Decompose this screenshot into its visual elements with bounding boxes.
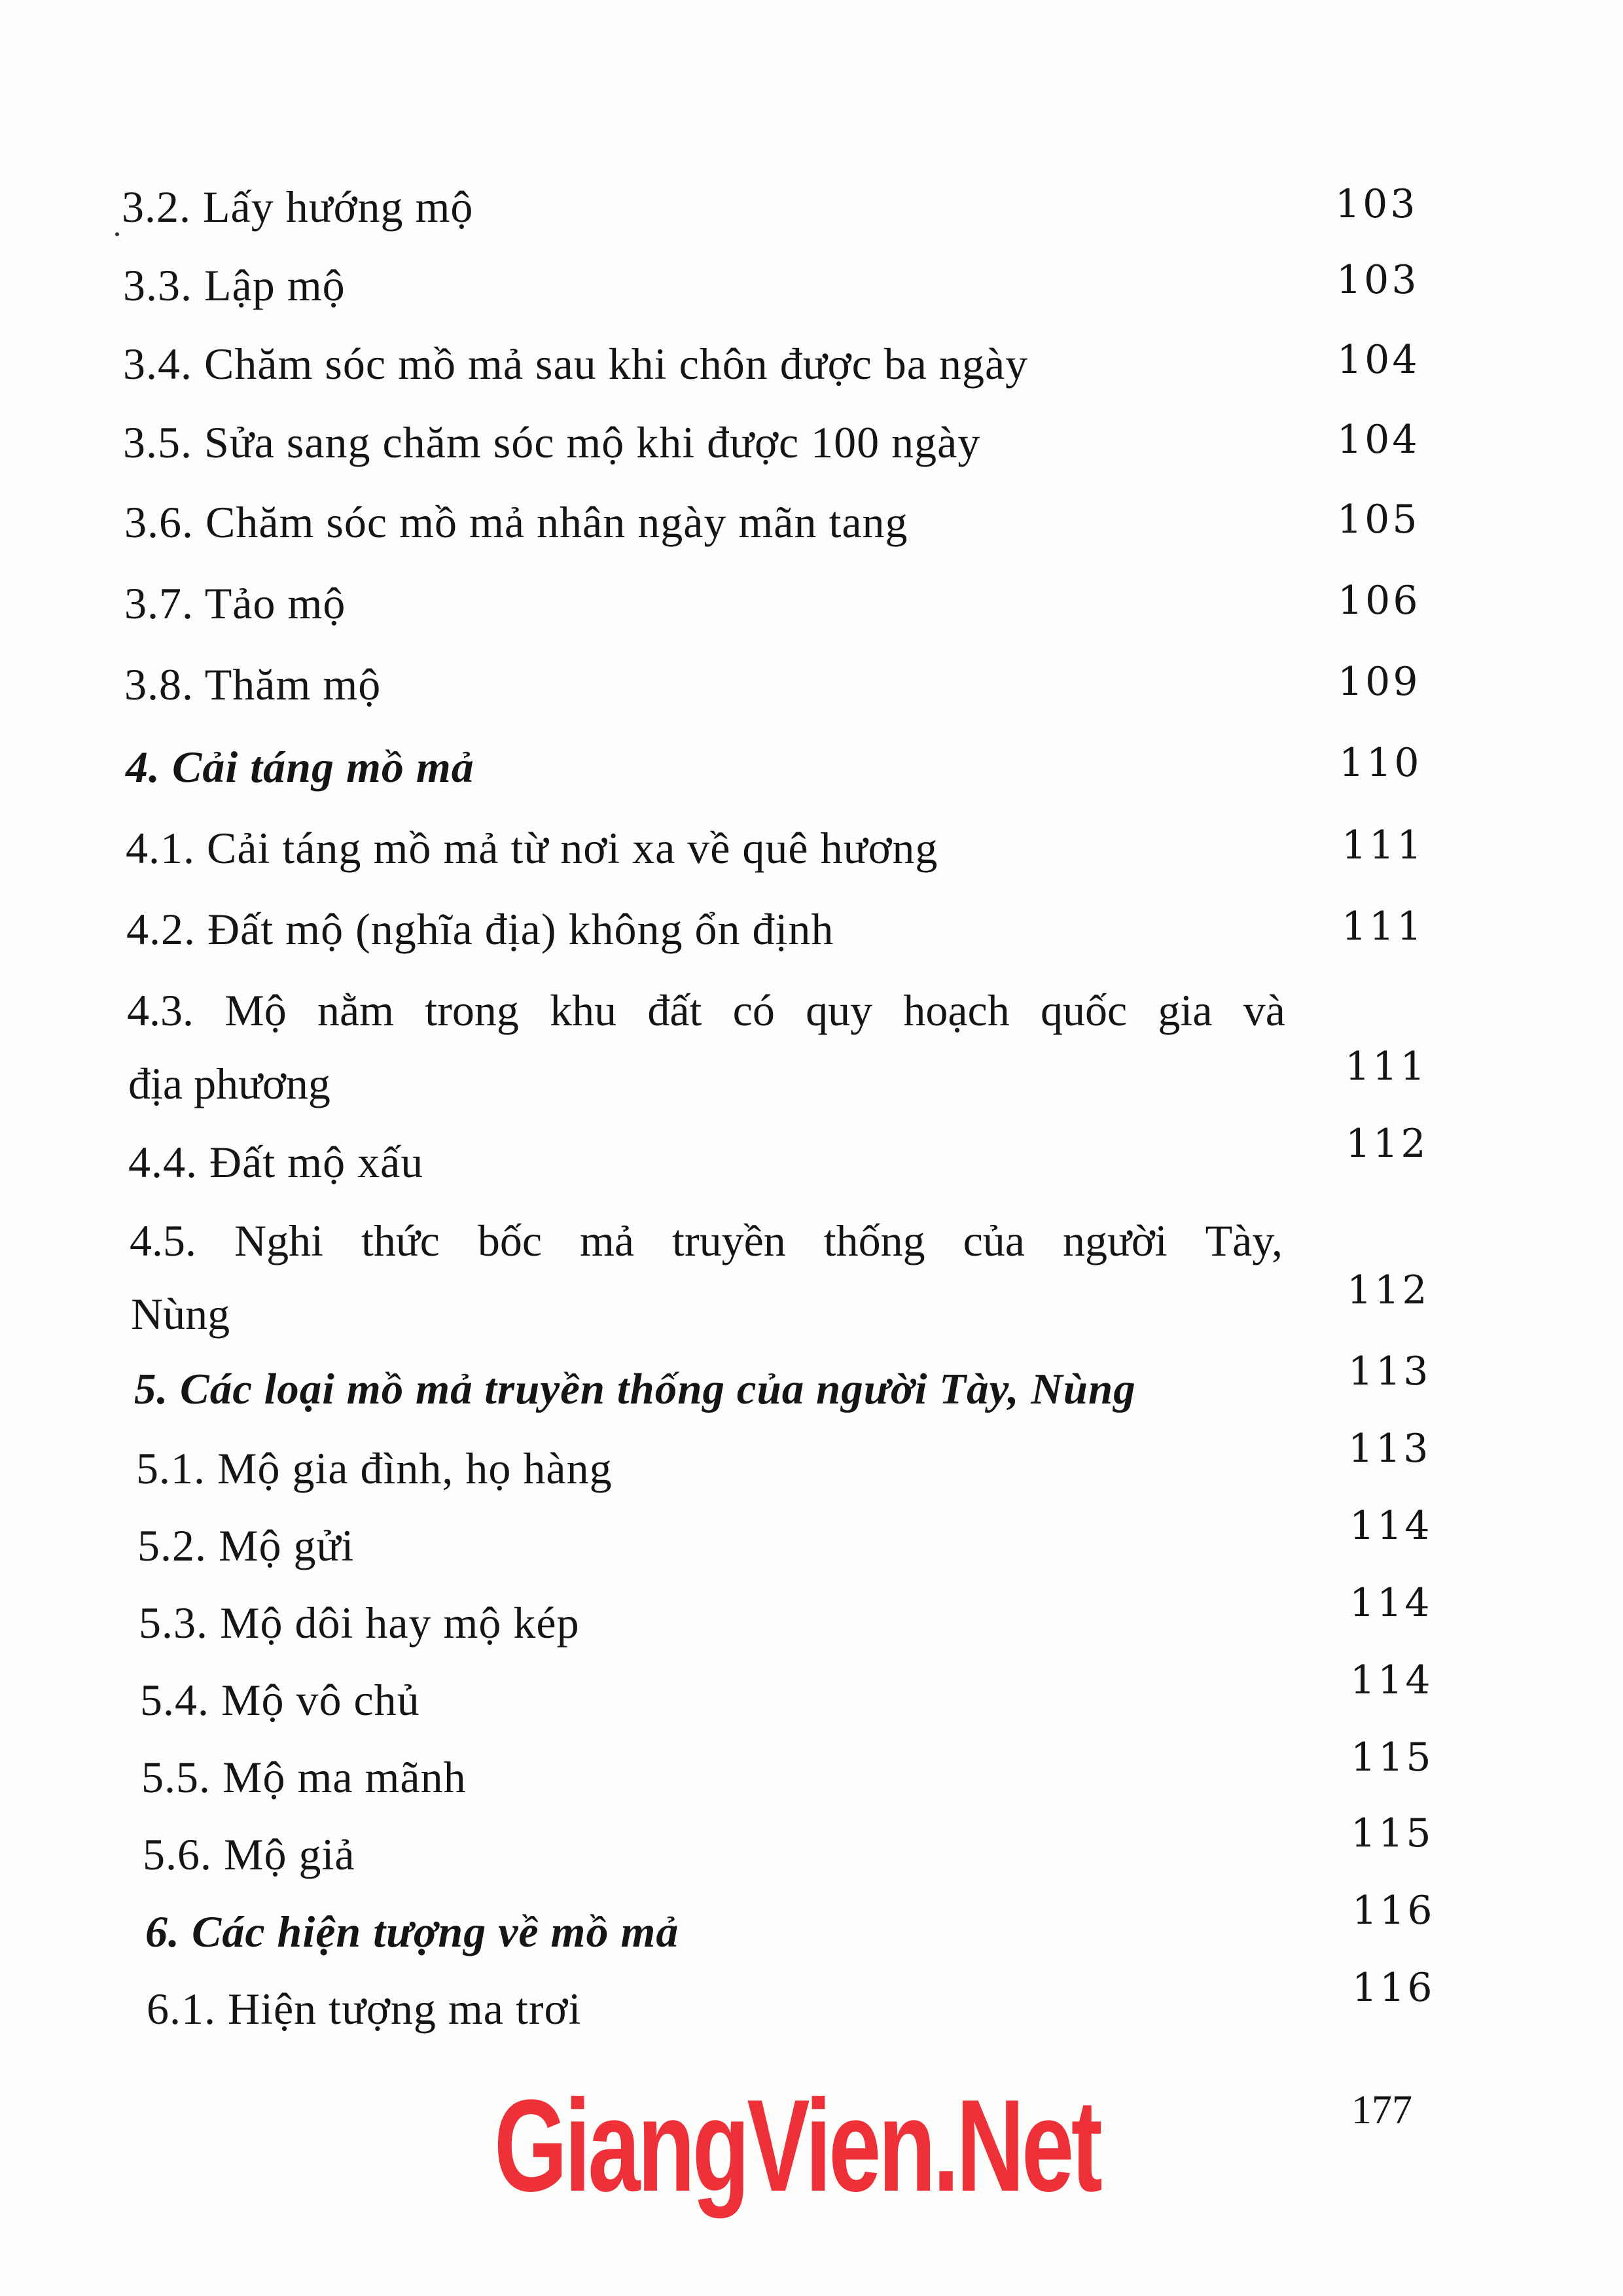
word: 4.5. (130, 1216, 196, 1265)
toc-entry-page: 115 (1351, 1735, 1434, 1780)
watermark-logo: GiangVien.Net (494, 2073, 1100, 2219)
word: mả (580, 1216, 635, 1265)
word: nằm (317, 985, 395, 1035)
word: trong (425, 985, 519, 1035)
word: thống (823, 1216, 925, 1265)
toc-entry-title: 4.4. Đất mộ xấu (128, 1137, 424, 1187)
toc-entry-line-2: Nùng (131, 1289, 230, 1339)
toc-entry-page: 111 (1342, 822, 1425, 868)
toc-entry (140, 1675, 420, 1725)
toc-section-heading (126, 742, 474, 792)
word: khu (550, 985, 617, 1035)
toc-section-heading (145, 1909, 679, 1954)
toc-entry-line-1 (130, 1218, 1283, 1263)
toc-entry (141, 1752, 467, 1802)
toc-entry-line-2: địa phương (128, 1059, 330, 1108)
word: người (1062, 1216, 1168, 1265)
toc-entry-page: 114 (1350, 1657, 1433, 1703)
toc-entry (139, 1598, 580, 1648)
word: có (732, 985, 775, 1035)
word: bốc (477, 1216, 543, 1265)
word: đất (647, 985, 702, 1035)
toc-entry (123, 260, 346, 310)
toc-entry-page: 103 (1335, 181, 1418, 227)
word: quy (806, 985, 873, 1035)
toc-entry-page: 113 (1348, 1349, 1431, 1394)
toc-entry-page: 114 (1349, 1503, 1433, 1549)
toc-entry (126, 904, 834, 954)
toc-entry-page: 104 (1337, 417, 1420, 463)
toc-entry-title: 5.4. Mộ vô chủ (140, 1675, 420, 1725)
word: Mộ (224, 985, 287, 1035)
word: thức (361, 1216, 440, 1265)
word: của (963, 1216, 1025, 1265)
toc-entry-title: 4.1. Cải táng mồ mả từ nơi xa về quê hương (126, 823, 938, 873)
toc-entry (128, 1137, 424, 1187)
toc-entry (123, 417, 981, 467)
toc-entry (124, 662, 381, 707)
toc-entry-title: 5.6. Mộ giả (143, 1829, 355, 1879)
toc-entry-title: 5.2. Mộ gửi (137, 1521, 355, 1570)
word: gia (1158, 985, 1213, 1035)
toc-entry-page: 112 (1346, 1121, 1429, 1167)
toc-entry-title: 3.8. Thăm mộ (124, 660, 382, 709)
word: Tày, (1205, 1216, 1283, 1265)
toc-entry-title: 6. Các hiện tượng về mồ mả (145, 1907, 679, 1956)
word: hoạch (903, 985, 1010, 1035)
toc-entry (123, 339, 1029, 389)
word: quốc (1040, 985, 1128, 1035)
toc-entry-title: 3.6. Chăm sóc mồ mả nhân ngày mãn tang (124, 497, 908, 547)
toc-entry (124, 578, 346, 628)
toc-entry (124, 497, 908, 547)
toc-entry-title: 3.7. Tảo mộ (124, 578, 346, 628)
toc-entry-page: 111 (1342, 904, 1425, 949)
word: Nghi (234, 1216, 323, 1265)
toc-entry-title: 5.5. Mộ ma mãnh (141, 1752, 467, 1802)
scan-speck (115, 232, 119, 236)
toc-entry-page: 114 (1349, 1580, 1433, 1626)
toc-entry (136, 1443, 613, 1493)
toc-entry-page: 116 (1352, 1965, 1435, 2011)
toc-entry-title: 4. Cải táng mồ mả (126, 742, 474, 792)
toc-entry-title: 4.2. Đất mộ (nghĩa địa) không ổn định (126, 904, 834, 954)
toc-entry-title: 3.3. Lập mộ (123, 260, 346, 310)
toc-entry-title: 3.5. Sửa sang chăm sóc mộ khi được 100 ngày (123, 417, 981, 467)
toc-entry-title: 5. Các loại mồ mả truyền thống của người Tày, Nùng (134, 1365, 1136, 1413)
toc-entry-page: 110 (1339, 740, 1422, 786)
word: truyền (672, 1216, 786, 1265)
toc-entry-page: 104 (1337, 337, 1420, 383)
toc-entry-page: 113 (1348, 1426, 1431, 1472)
word: 4.3. (127, 985, 194, 1035)
toc-entry-title: 3.2. Lấy hướng mộ (122, 182, 474, 232)
toc-entry-title: 5.1. Mộ gia đình, họ hàng (136, 1443, 613, 1493)
toc-entry-title: 3.4. Chăm sóc mồ mả sau khi chôn được ba ngày (123, 339, 1029, 389)
word: và (1243, 985, 1285, 1035)
toc-entry-page: 115 (1351, 1810, 1434, 1856)
toc-entry-line-1 (127, 985, 1285, 1035)
toc-entry-page: 109 (1338, 659, 1421, 705)
toc-entry-title: 5.3. Mộ dôi hay mộ kép (139, 1598, 580, 1648)
toc-entry-page: 103 (1336, 257, 1419, 303)
page-number: 177 (1351, 2088, 1412, 2132)
toc-entry (147, 1984, 582, 2034)
toc-entry-page: 106 (1338, 578, 1421, 624)
toc-entry-page: 112 (1347, 1267, 1430, 1313)
toc-entry-page: 105 (1337, 497, 1420, 542)
toc-entry-title: 6.1. Hiện tượng ma trơi (147, 1984, 582, 2034)
toc-section-heading (134, 1365, 1136, 1413)
toc-entry (143, 1829, 355, 1879)
toc-entry-page: 116 (1352, 1888, 1435, 1934)
toc-entry (137, 1523, 354, 1568)
toc-entry (122, 182, 474, 232)
toc-entry-page: 111 (1345, 1044, 1428, 1089)
toc-entry (126, 823, 938, 873)
